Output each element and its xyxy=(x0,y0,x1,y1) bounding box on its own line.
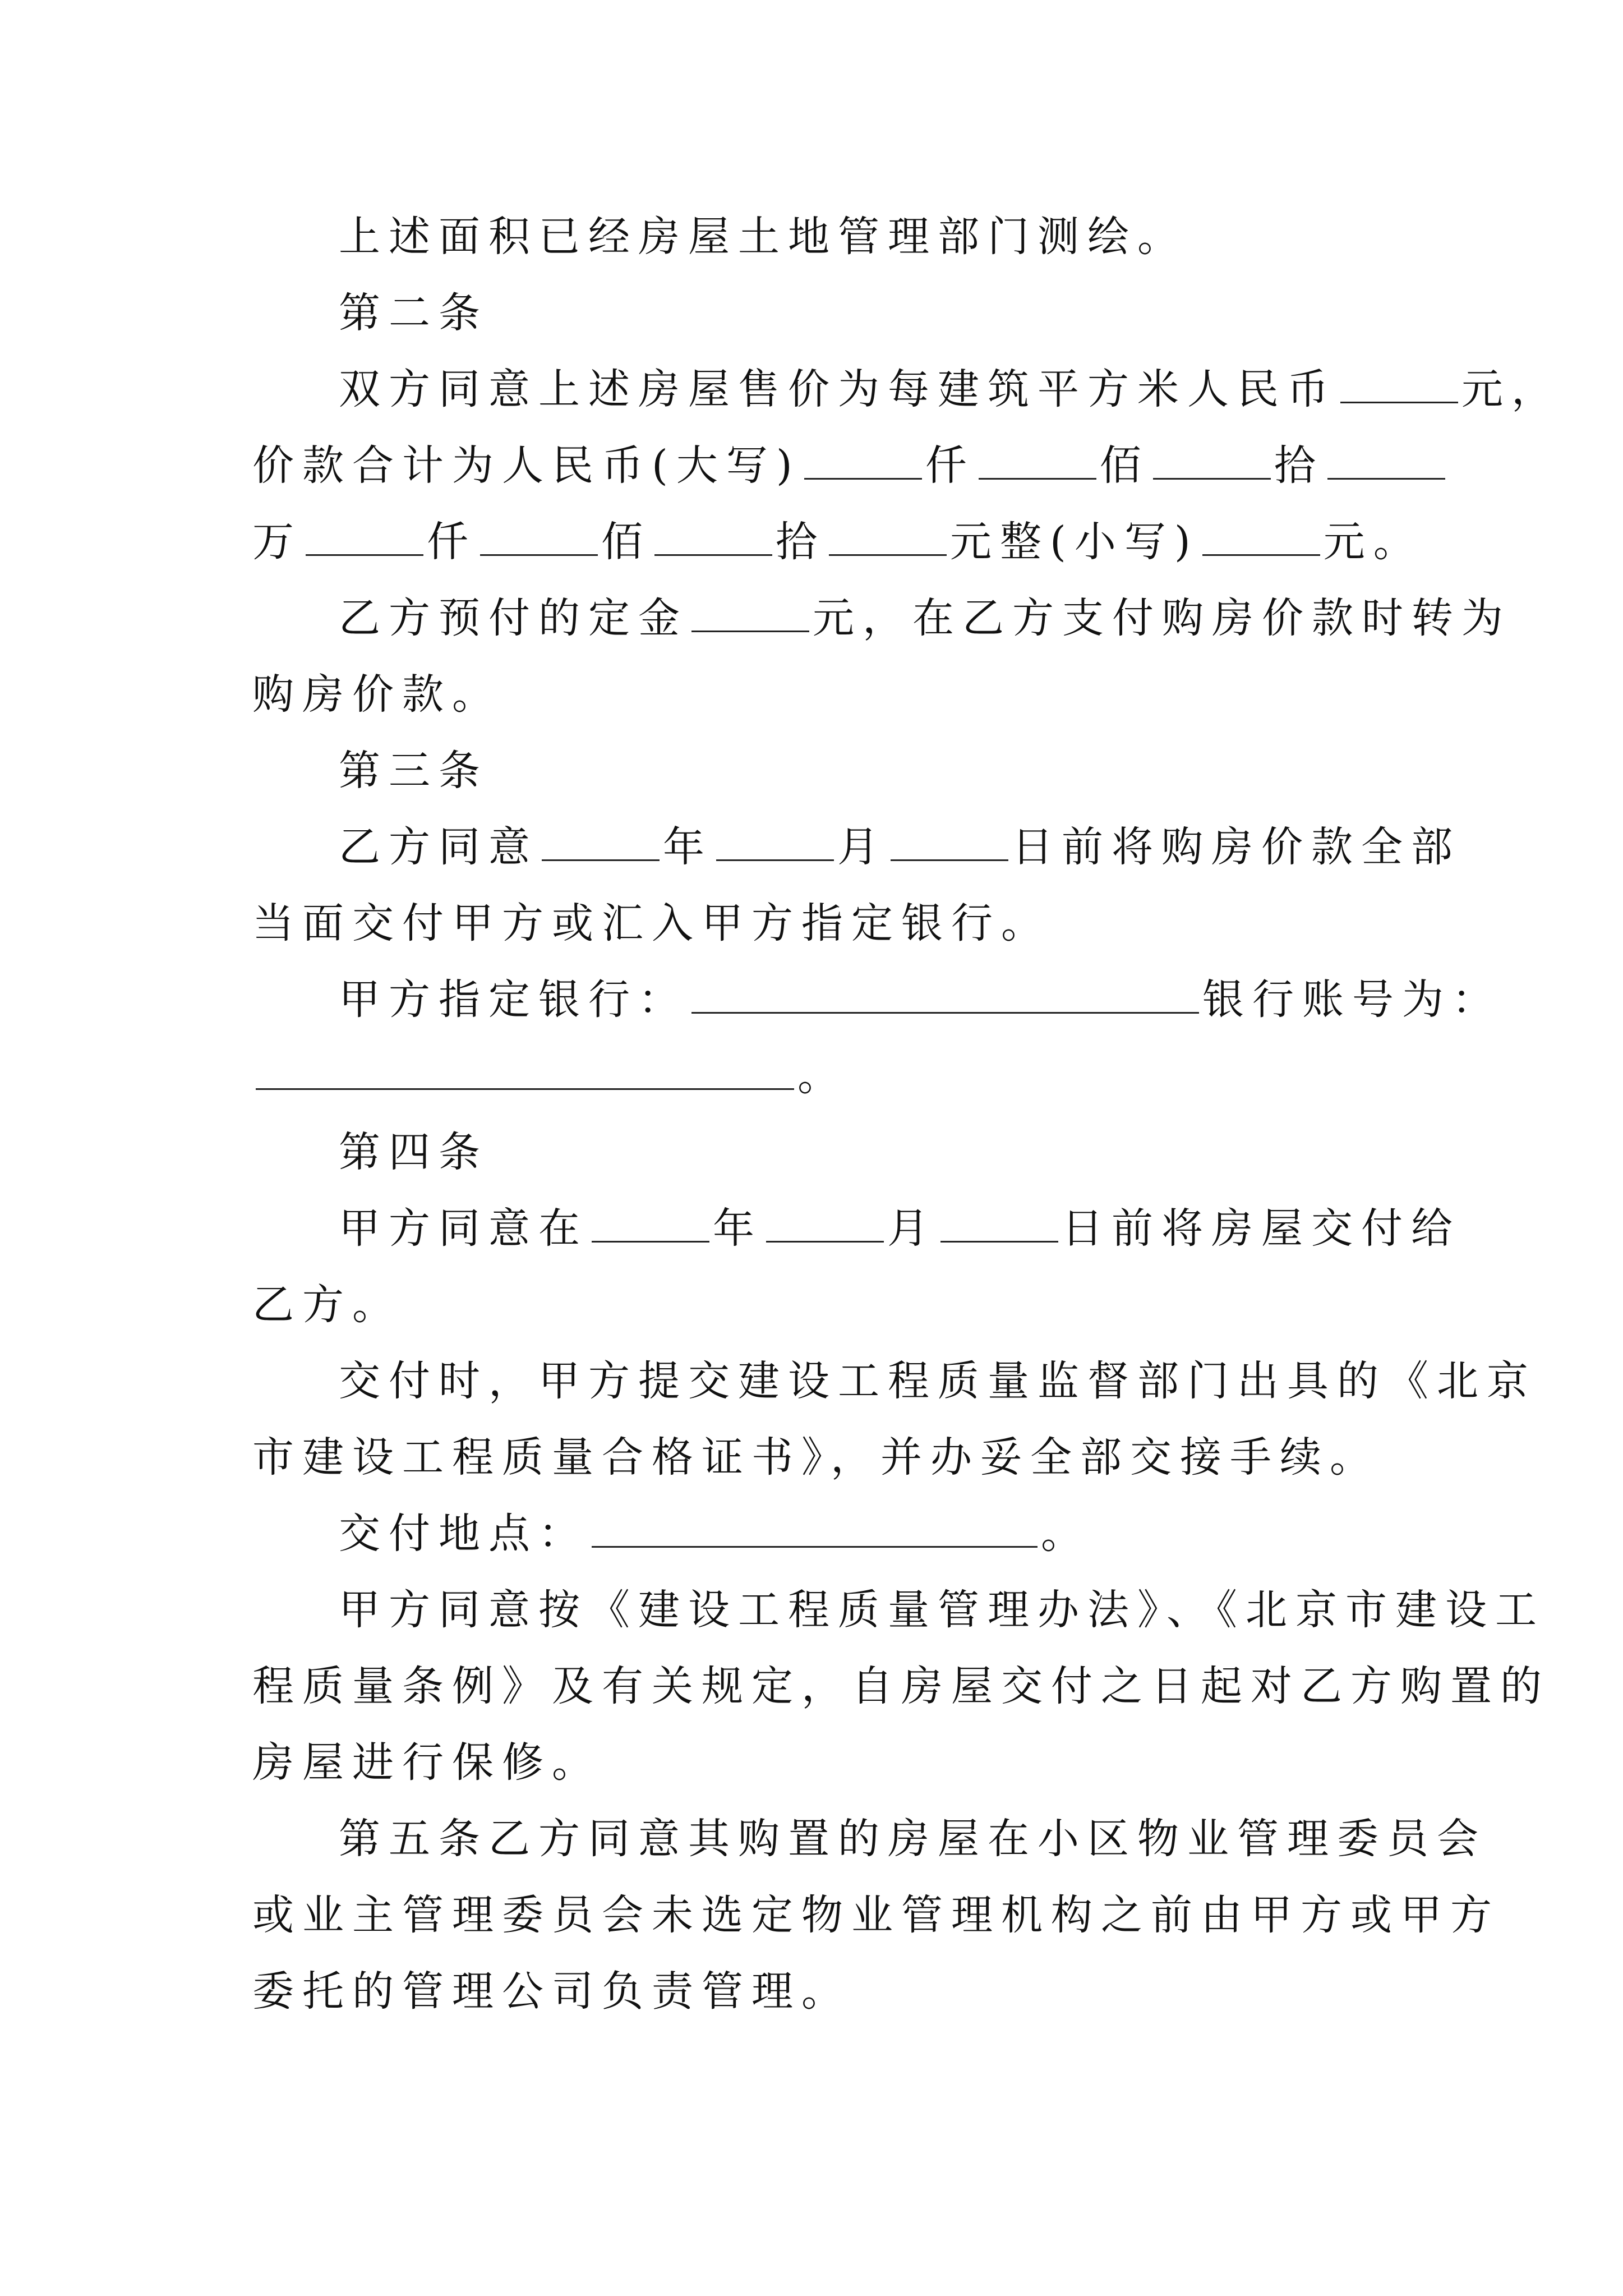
text: 房屋进行保修。 xyxy=(252,1738,602,1787)
text: 佰 xyxy=(601,518,651,566)
amount-blank xyxy=(654,515,772,556)
amount-blank xyxy=(306,515,423,556)
text: 年 xyxy=(713,1204,763,1253)
text: 甲方指定银行： xyxy=(339,976,688,1024)
text: 委托的管理公司负责管理。 xyxy=(252,1967,851,2016)
text: 程质量条例》及有关规定，自房屋交付之日起对乙方购置的 xyxy=(252,1662,1550,1710)
amount-blank xyxy=(1202,515,1320,556)
text: 购房价款。 xyxy=(252,670,502,719)
bank-name-blank xyxy=(691,973,1199,1014)
text: 年 xyxy=(663,823,713,871)
text: 上述面积已经房屋土地管理部门测绘。 xyxy=(339,213,1187,261)
text: 元， xyxy=(1461,365,1561,413)
paragraph-line xyxy=(339,1200,1461,1257)
text: 乙方。 xyxy=(252,1281,402,1329)
paragraph-line xyxy=(252,1734,602,1791)
text: 佰 xyxy=(1099,441,1150,490)
text: 价款合计为人民币(大写) xyxy=(252,441,801,490)
paragraph-line xyxy=(252,1048,847,1104)
text: 仟 xyxy=(925,441,975,490)
month-blank xyxy=(766,1202,884,1243)
year-blank xyxy=(542,820,660,861)
amount-blank xyxy=(829,515,947,556)
paragraph-line xyxy=(339,1506,1091,1562)
text: 月 xyxy=(837,823,887,871)
paragraph-line xyxy=(252,1277,402,1333)
paragraph-line xyxy=(252,1887,1500,1943)
paragraph-line xyxy=(252,438,1449,494)
text: 日前将房屋交付给 xyxy=(1062,1204,1461,1253)
text: 。 xyxy=(1041,1510,1091,1558)
text: 万 xyxy=(252,518,302,566)
text: 乙方预付的定金 xyxy=(339,594,688,642)
amount-blank xyxy=(480,515,598,556)
text: 双方同意上述房屋售价为每建筑平方米人民币 xyxy=(339,365,1337,413)
paragraph-line xyxy=(252,1658,1550,1714)
article-heading xyxy=(339,1124,488,1180)
article-heading xyxy=(339,285,488,341)
paragraph-line xyxy=(339,209,1187,265)
delivery-place-blank xyxy=(592,1507,1038,1548)
amount-blank xyxy=(1153,439,1271,480)
deposit-blank xyxy=(691,591,809,632)
amount-blank xyxy=(1327,439,1445,480)
text: 当面交付甲方或汇入甲方指定银行。 xyxy=(252,899,1051,947)
text: 拾 xyxy=(776,518,826,566)
text: 乙方同意 xyxy=(339,823,538,871)
text: 甲方同意在 xyxy=(339,1204,588,1253)
paragraph-line xyxy=(339,590,1511,646)
text: 元。 xyxy=(1323,518,1423,566)
paragraph-line xyxy=(339,1582,1545,1638)
text: 第四条 xyxy=(339,1128,488,1176)
paragraph-line xyxy=(252,895,1051,951)
text: 交付时，甲方提交建设工程质量监督部门出具的《北京 xyxy=(339,1357,1537,1405)
paragraph-line xyxy=(339,1811,1487,1867)
text: 。 xyxy=(797,1052,847,1100)
month-blank xyxy=(716,820,834,861)
paragraph-line xyxy=(339,1353,1537,1409)
day-blank xyxy=(940,1202,1058,1243)
amount-blank xyxy=(979,439,1096,480)
text: 仟 xyxy=(427,518,477,566)
text: 元整(小写) xyxy=(950,518,1199,566)
paragraph-line xyxy=(252,1429,1380,1485)
text: 元，在乙方支付购房价款时转为 xyxy=(813,594,1511,642)
day-blank xyxy=(891,820,1008,861)
text: 第五条乙方同意其购置的房屋在小区物业管理委员会 xyxy=(339,1815,1487,1863)
paragraph-line xyxy=(339,819,1461,875)
text: 交付地点： xyxy=(339,1510,588,1558)
paragraph-line xyxy=(339,361,1561,417)
text: 第三条 xyxy=(339,747,488,795)
text: 市建设工程质量合格证书》，并办妥全部交接手续。 xyxy=(252,1433,1380,1481)
year-blank xyxy=(592,1202,709,1243)
paragraph-line xyxy=(339,972,1502,1028)
text: 月 xyxy=(887,1204,937,1253)
text: 甲方同意按《建设工程质量管理办法》、《北京市建设工 xyxy=(339,1586,1545,1634)
text: 日前将购房价款全部 xyxy=(1012,823,1461,871)
price-per-sqm-blank xyxy=(1340,362,1458,403)
text: 或业主管理委员会未选定物业管理机构之前由甲方或甲方 xyxy=(252,1891,1500,1939)
amount-blank xyxy=(804,439,922,480)
paragraph-line xyxy=(252,1963,851,2019)
article-heading xyxy=(339,743,488,799)
paragraph-line xyxy=(252,666,502,723)
account-number-blank xyxy=(256,1049,794,1090)
text: 拾 xyxy=(1274,441,1324,490)
text: 第二条 xyxy=(339,289,488,337)
text: 银行账号为： xyxy=(1202,976,1502,1024)
paragraph-line xyxy=(252,514,1423,570)
